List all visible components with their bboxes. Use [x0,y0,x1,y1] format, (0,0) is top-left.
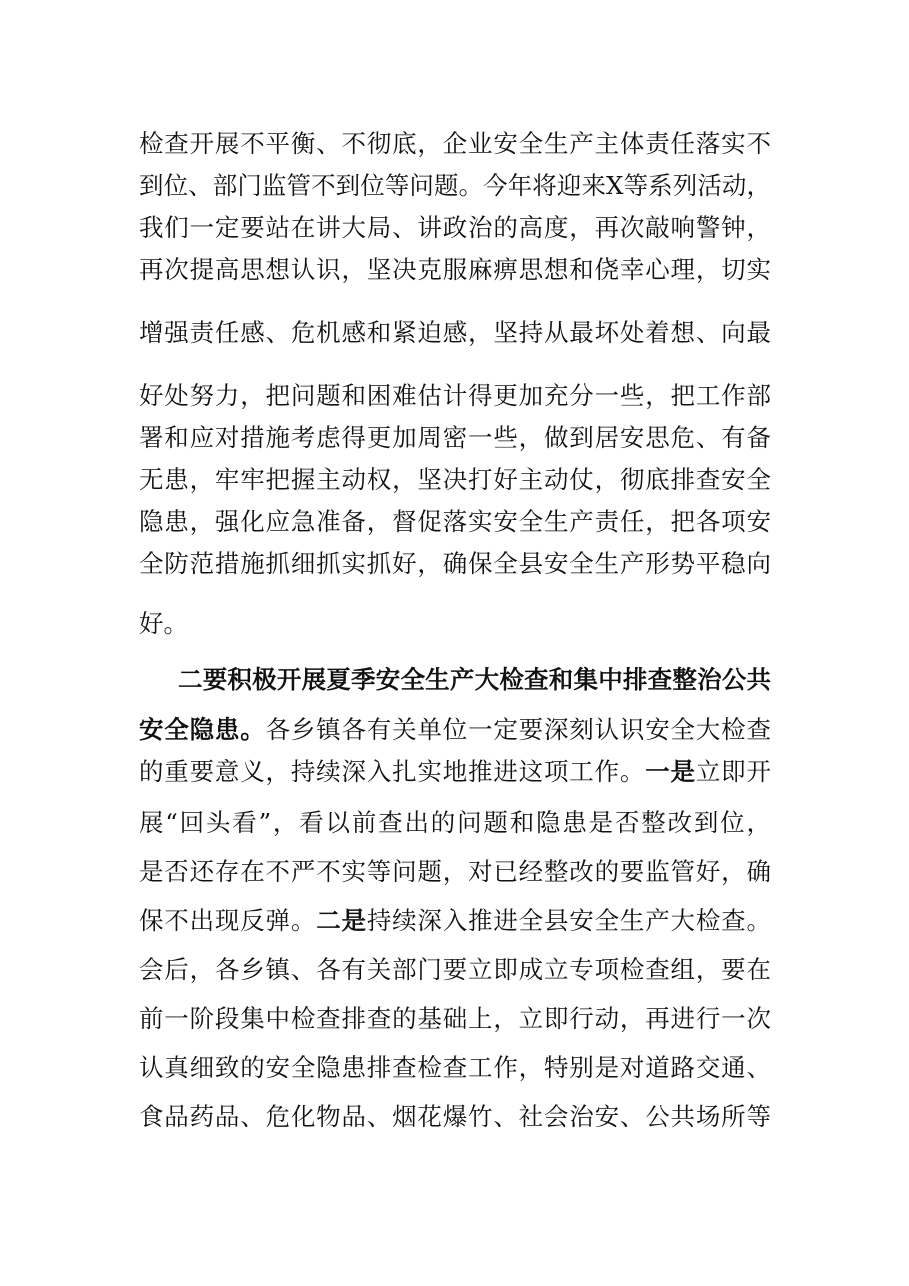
section-heading-tail: 安全隐患。 [139,715,266,744]
text-line: 认真细致的安全隐患排查检查工作，特别是对道路交通、 [139,1053,771,1082]
point-marker-two: 二是 [316,906,367,935]
text-line: 到位、部门监管不到位等问题。今年将迎来X等系列活动， [139,171,771,200]
text-run: 的重要意义，持续深入扎实地推进这项工作。 [139,757,646,786]
text-line: 署和应对措施考虑得更加周密一些，做到居安思危、有备 [139,423,771,452]
text-run: 持续深入推进全县安全生产大检查。 [366,906,771,935]
text-line: 食品药品、危化物品、烟花爆竹、社会治安、公共场所等 [139,1102,771,1131]
text-line [139,752,771,792]
text-line: 隐患，强化应急准备，督促落实安全生产责任，把各项安 [139,507,771,536]
text-line: 展“回头看”，看以前查出的问题和隐患是否整改到位， [139,808,771,837]
text-line: 是否还存在不严不实等问题，对已经整改的要监管好，确 [139,857,771,886]
text-run: 保不出现反弹。 [139,906,317,935]
text-line [139,901,771,941]
text-line: 增强责任感、危机感和紧迫感，坚持从最坏处着想、向最 [139,318,771,347]
text-line: 我们一定要站在讲大局、讲政治的高度，再次敲响警钟， [139,213,771,242]
section-heading-line: 二要积极开展夏季安全生产大检查和集中排查整治公共 [178,665,771,694]
text-line: 前一阶段集中检查排查的基础上，立即行动，再进行一次 [139,1004,771,1033]
text-line: 好。 [139,609,188,638]
text-line: 再次提高思想认识，坚决克服麻痹思想和侥幸心理，切实 [139,255,771,284]
text-line: 无患，牢牢把握主动权，坚决打好主动仗，彻底排查安全 [139,465,771,494]
text-line: 会后，各乡镇、各有关部门要立即成立专项检查组，要在 [139,955,771,984]
text-run: 立即开 [695,757,771,786]
text-line: 检查开展不平衡、不彻底，企业安全生产主体责任落实不 [139,129,771,158]
text-line: 好处努力，把问题和困难估计得更加充分一些，把工作部 [139,381,771,410]
text-line: 全防范措施抓细抓实抓好，确保全县安全生产形势平稳向 [139,549,771,578]
text-line [139,710,771,750]
point-marker-one: 一是 [645,757,696,786]
text-run: 各乡镇各有关单位一定要深刻认识安全大检查 [265,715,771,744]
